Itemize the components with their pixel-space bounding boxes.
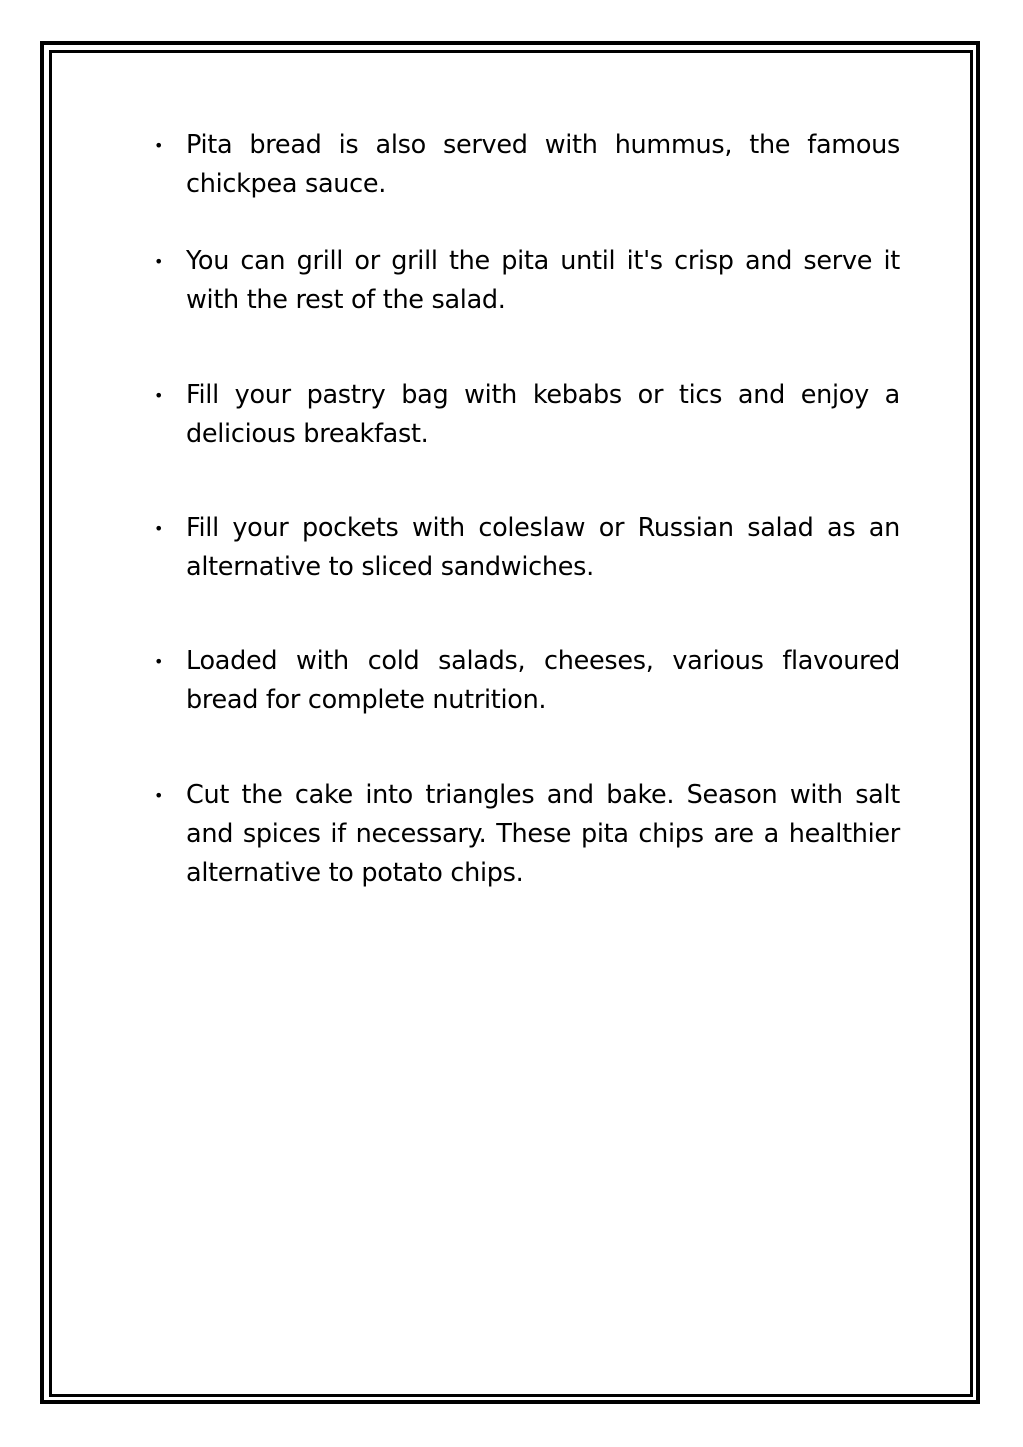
list-item <box>150 776 900 893</box>
bullet-marker: • <box>154 386 164 405</box>
list-item-text: You can grill or grill the pita until it's crisp and serve it with the rest of the salad. <box>186 246 900 315</box>
list-item <box>150 242 900 320</box>
list-item-text: Fill your pastry bag with kebabs or tics and enjoy a delicious breakfast. <box>186 380 900 449</box>
list-item-text: Cut the cake into triangles and bake. Season with salt and spices if necessary. These pita chips are a healthier alternative to potato chips. <box>186 780 900 888</box>
bullet-marker: • <box>154 652 164 671</box>
list-item-text: Pita bread is also served with hummus, the famous chickpea sauce. <box>186 130 900 199</box>
list-item <box>150 509 900 587</box>
bullet-marker: • <box>154 786 164 805</box>
list-item <box>150 376 900 454</box>
bullet-marker: • <box>154 252 164 271</box>
bullet-marker: • <box>154 519 164 538</box>
bullet-marker: • <box>154 136 164 155</box>
list-item <box>150 126 900 204</box>
list-item-text: Loaded with cold salads, cheeses, various flavoured bread for complete nutrition. <box>186 646 900 715</box>
list-item-text: Fill your pockets with coleslaw or Russian salad as an alternative to sliced sandwiches. <box>186 513 900 582</box>
list-item <box>150 642 900 720</box>
